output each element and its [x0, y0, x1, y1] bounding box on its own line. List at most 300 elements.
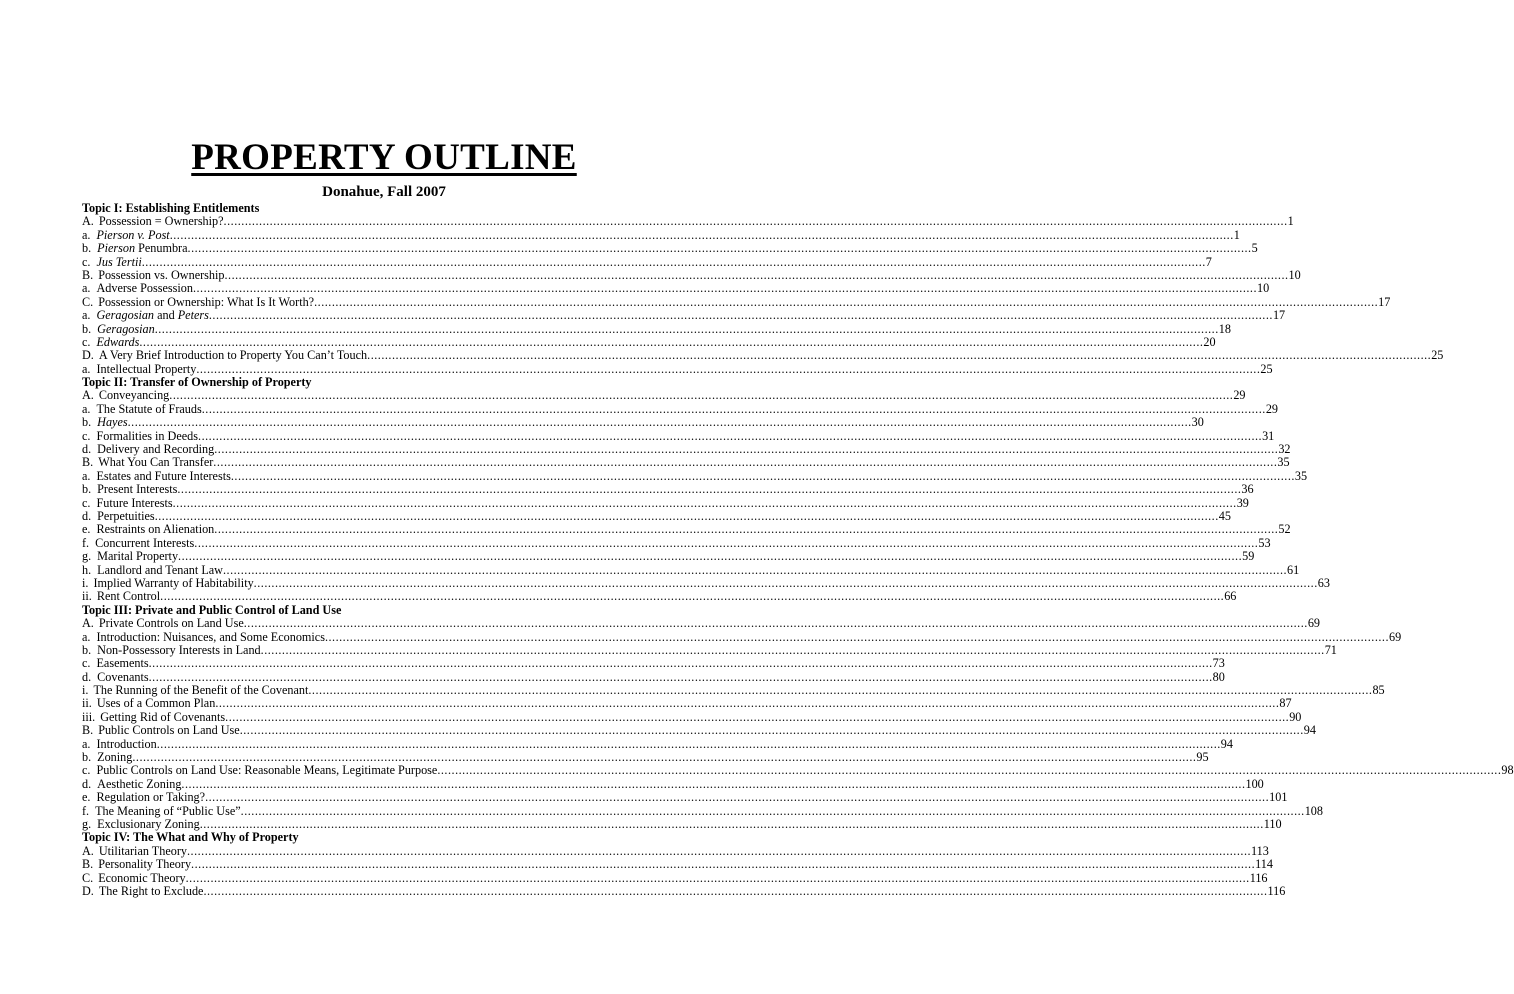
toc-entry-label: D.	[82, 883, 94, 898]
toc-entry-title	[99, 617, 244, 630]
text-segment: Restraints on Alienation	[96, 522, 215, 537]
toc-page-number: 85	[1372, 683, 1385, 698]
text-segment: Implied Warranty of Habitability	[93, 575, 254, 590]
toc-entry[interactable]	[82, 482, 1254, 497]
toc-entry-title	[98, 872, 185, 885]
case-name: Geragosian	[97, 321, 155, 336]
toc-entry-title	[98, 456, 213, 469]
toc-entry-title	[98, 858, 191, 871]
toc-entry-title	[97, 564, 223, 577]
toc-page-number: 52	[1278, 522, 1291, 537]
toc-page-number: 39	[1236, 495, 1249, 510]
toc-entry-label: ii.	[82, 696, 92, 711]
dot-leader: ............................................................................................................................................................................................................................................................................................................	[214, 442, 1279, 457]
toc-page-number: 31	[1262, 428, 1275, 443]
toc-topic-heading	[82, 604, 686, 617]
toc-page-number: 69	[1307, 616, 1320, 631]
toc-page-number: 30	[1191, 415, 1204, 430]
toc-entry[interactable]	[82, 241, 1258, 256]
toc-entry-title	[97, 697, 215, 710]
text-segment: Possession vs. Ownership	[98, 267, 225, 282]
toc-page-number: 94	[1303, 723, 1316, 738]
toc-page-number: 73	[1212, 656, 1225, 671]
text-segment: Exclusionary Zoning	[97, 816, 200, 831]
toc-entry-title	[98, 724, 240, 737]
toc-entry-title	[96, 738, 156, 751]
case-name: Pierson v. Post	[96, 227, 170, 242]
text-segment: Landlord and Tenant Law	[97, 562, 223, 577]
toc-page-number: 114	[1255, 857, 1273, 872]
toc-page-number: 71	[1324, 642, 1337, 657]
dot-leader: ............................................................................................................................................................................................................................................................................................................	[205, 790, 1270, 805]
text-segment: Concurrent Interests	[95, 535, 195, 550]
toc-page-number: 53	[1258, 535, 1271, 550]
toc-entry-title	[96, 497, 172, 510]
toc-page-number: 95	[1196, 750, 1209, 765]
document-title: PROPERTY OUTLINE	[191, 137, 577, 178]
dot-leader: ............................................................................................................................................................................................................................................................................................................	[260, 642, 1325, 657]
dot-leader: ............................................................................................................................................................................................................................................................................................................	[223, 214, 1288, 229]
toc-entry-label: b.	[82, 750, 92, 765]
dot-leader: ............................................................................................................................................................................................................................................................................................................	[215, 696, 1280, 711]
toc-entry-label: h.	[82, 562, 92, 577]
toc-entry-title	[97, 818, 200, 831]
toc-entry-label: A.	[82, 388, 94, 403]
toc-entry[interactable]	[82, 294, 1391, 309]
text-segment: Penumbra	[135, 241, 188, 256]
toc-entry[interactable]	[82, 495, 1249, 510]
toc-entry-title	[96, 764, 437, 777]
toc-entry[interactable]	[82, 308, 1286, 323]
toc-page-number: 35	[1277, 455, 1290, 470]
toc-page-number: 98	[1501, 763, 1514, 778]
toc-entry[interactable]	[82, 549, 1255, 564]
toc-page-number: 80	[1212, 669, 1225, 684]
toc-page-number: 110	[1263, 816, 1282, 831]
toc-entry[interactable]	[82, 254, 1212, 269]
toc-entry[interactable]	[82, 415, 1204, 430]
text-segment: Delivery and Recording	[97, 442, 215, 457]
toc-entry-label: a.	[82, 308, 91, 323]
text-segment: The Meaning of “Public Use”	[95, 803, 241, 818]
toc-page-number: 32	[1278, 442, 1291, 457]
toc-entry[interactable]	[82, 776, 1264, 791]
text-segment: Introduction	[96, 736, 157, 751]
case-name: Geragosian	[96, 308, 155, 323]
toc-entry-label: i.	[82, 683, 89, 698]
dot-leader: ............................................................................................................................................................................................................................................................................................................	[177, 482, 1242, 497]
toc-entry-label: c.	[82, 254, 91, 269]
text-segment: Future Interests	[96, 495, 173, 510]
toc-page-number: 116	[1249, 870, 1268, 885]
toc-entry-title	[99, 349, 367, 362]
toc-entry-title	[96, 256, 141, 269]
dot-leader: ............................................................................................................................................................................................................................................................................................................	[127, 415, 1192, 430]
dot-leader: ............................................................................................................................................................................................................................................................................................................	[198, 428, 1263, 443]
dot-leader: ............................................................................................................................................................................................................................................................................................................	[253, 575, 1318, 590]
text-segment: A Very Brief Introduction to Property You Can’t Touch	[98, 348, 368, 363]
toc-entry[interactable]	[82, 723, 1316, 738]
dot-leader: ............................................................................................................................................................................................................................................................................................................	[132, 750, 1197, 765]
toc-entry-title	[97, 590, 160, 603]
toc-page-number: 18	[1218, 321, 1231, 336]
dot-leader: ............................................................................................................................................................................................................................................................................................................	[154, 321, 1219, 336]
dot-leader: ............................................................................................................................................................................................................................................................................................................	[148, 669, 1213, 684]
toc-page-number: 1	[1233, 227, 1240, 242]
text-segment: Getting Rid of Covenants	[100, 709, 226, 724]
toc-entry[interactable]	[82, 442, 1291, 457]
case-name: Hayes	[97, 415, 128, 430]
toc-entry[interactable]	[82, 348, 1444, 363]
toc-page-number: 94	[1220, 736, 1233, 751]
toc-page-number: 90	[1289, 709, 1302, 724]
toc-entry-label: i.	[82, 575, 89, 590]
text-segment: Intellectual Property	[96, 361, 197, 376]
toc-entry-label: ii.	[82, 589, 92, 604]
toc-page-number: 25	[1260, 361, 1273, 376]
toc-page-number: 29	[1233, 388, 1246, 403]
toc-entry-title	[96, 523, 214, 536]
toc-entry-title	[82, 202, 259, 215]
toc-entry-label: A.	[82, 214, 94, 229]
toc-entry[interactable]	[82, 281, 1270, 296]
text-segment: The Running of the Benefit of the Covenant	[93, 683, 309, 698]
text-segment: and	[154, 308, 178, 323]
dot-leader: ............................................................................................................................................................................................................................................................................................................	[239, 723, 1304, 738]
toc-entry[interactable]	[82, 589, 1237, 604]
dot-leader: ............................................................................................................................................................................................................................................................................................................	[199, 816, 1264, 831]
toc-entry-title	[93, 577, 253, 590]
toc-entry-label: c.	[82, 656, 91, 671]
toc-entry-label: c.	[82, 495, 91, 510]
text-segment: Private Controls on Land Use	[98, 616, 244, 631]
dot-leader: ............................................................................................................................................................................................................................................................................................................	[187, 241, 1252, 256]
dot-leader: ............................................................................................................................................................................................................................................................................................................	[169, 388, 1234, 403]
text-segment: The Statute of Frauds	[96, 401, 202, 416]
toc-page-number: 63	[1317, 575, 1330, 590]
toc-entry-label: b.	[82, 241, 92, 256]
toc-entry[interactable]	[82, 709, 1302, 724]
dot-leader: ............................................................................................................................................................................................................................................................................................................	[178, 549, 1243, 564]
text-segment: Covenants	[97, 669, 149, 684]
toc-entry-title	[97, 323, 155, 336]
toc-entry-title	[96, 282, 192, 295]
toc-entry-title	[97, 751, 132, 764]
case-name: Pierson	[97, 241, 136, 256]
toc-topic-heading	[82, 202, 686, 215]
toc-entry[interactable]	[82, 816, 1282, 831]
toc-entry[interactable]	[82, 843, 1269, 858]
toc-entry-label: d.	[82, 442, 92, 457]
document-subtitle: Donahue, Fall 2007	[322, 184, 446, 200]
case-name: Jus Tertii	[96, 254, 142, 269]
text-segment: The Right to Exclude	[98, 883, 204, 898]
toc-entry-label: c.	[82, 334, 91, 349]
toc-entry-title	[98, 296, 314, 309]
text-segment: Utilitarian Theory	[98, 843, 187, 858]
toc-entry[interactable]	[82, 642, 1337, 657]
toc-entry[interactable]	[82, 883, 1286, 898]
toc-entry-label: B.	[82, 857, 94, 872]
toc-entry-label: b.	[82, 642, 92, 657]
toc-page-number: 59	[1242, 549, 1255, 564]
toc-entry[interactable]	[82, 455, 1290, 470]
toc-entry-title	[97, 416, 127, 429]
toc-entry[interactable]	[82, 790, 1288, 805]
toc-entry-label: D.	[82, 348, 94, 363]
text-segment: Adverse Possession	[96, 281, 193, 296]
dot-leader: ............................................................................................................................................................................................................................................................................................................	[308, 683, 1373, 698]
text-segment: Regulation or Taking?	[96, 790, 206, 805]
toc-entry-label: d.	[82, 669, 92, 684]
toc-entry-title	[97, 644, 261, 657]
toc-page-number: 5	[1251, 241, 1258, 256]
toc-entry-label: d.	[82, 776, 92, 791]
toc-page-number: 7	[1205, 254, 1212, 269]
toc-page-number: 17	[1378, 294, 1391, 309]
toc-entry-title	[95, 805, 241, 818]
toc-entry[interactable]	[82, 616, 1320, 631]
toc-entry-label: e.	[82, 522, 91, 537]
toc-page-number: 29	[1265, 401, 1278, 416]
case-name: Peters	[177, 308, 209, 323]
toc-page-number: 116	[1267, 883, 1286, 898]
toc-entry[interactable]	[82, 763, 1514, 778]
toc-entry-label: C.	[82, 870, 94, 885]
toc-entry-label: a.	[82, 736, 91, 751]
toc-entry[interactable]	[82, 683, 1385, 698]
toc-entry-title	[96, 309, 208, 322]
toc-entry-label: f.	[82, 803, 90, 818]
toc-entry-label: A.	[82, 616, 94, 631]
toc-entry-label: C.	[82, 294, 94, 309]
toc-entry[interactable]	[82, 321, 1231, 336]
toc-entry[interactable]	[82, 468, 1308, 483]
text-segment: Formalities in Deeds	[96, 428, 199, 443]
toc-entry-label: b.	[82, 321, 92, 336]
toc-entry-label: e.	[82, 790, 91, 805]
toc-entry-label: f.	[82, 535, 90, 550]
toc-entry[interactable]	[82, 522, 1291, 537]
dot-leader: ............................................................................................................................................................................................................................................................................................................	[139, 334, 1204, 349]
dot-leader: ............................................................................................................................................................................................................................................................................................................	[213, 455, 1278, 470]
toc-entry-title	[99, 885, 204, 898]
dot-leader: ............................................................................................................................................................................................................................................................................................................	[185, 870, 1250, 885]
dot-leader: ............................................................................................................................................................................................................................................................................................................	[437, 763, 1502, 778]
toc-entry-title	[99, 845, 187, 858]
toc-page-number: 17	[1272, 308, 1286, 323]
table-of-contents	[82, 201, 1514, 898]
dot-leader: ............................................................................................................................................................................................................................................................................................................	[243, 616, 1308, 631]
text-segment: Zoning	[97, 750, 133, 765]
toc-entry[interactable]	[82, 508, 1231, 523]
toc-entry-title	[96, 403, 201, 416]
dot-leader: ............................................................................................................................................................................................................................................................................................................	[222, 562, 1288, 577]
toc-topic-heading	[82, 376, 686, 389]
text-segment: Present Interests	[97, 482, 178, 497]
toc-entry-title	[96, 430, 198, 443]
toc-page-number: 69	[1389, 629, 1402, 644]
dot-leader: ............................................................................................................................................................................................................................................................................................................	[181, 776, 1246, 791]
toc-page-number: 20	[1203, 334, 1216, 349]
toc-page-number: 35	[1294, 468, 1308, 483]
toc-entry[interactable]	[82, 803, 1323, 818]
text-segment: Perpetuities	[97, 508, 155, 523]
toc-entry-label: c.	[82, 763, 91, 778]
toc-entry[interactable]	[82, 656, 1225, 671]
toc-entry-label: g.	[82, 549, 92, 564]
dot-leader: ............................................................................................................................................................................................................................................................................................................	[148, 656, 1213, 671]
toc-entry[interactable]	[82, 736, 1233, 751]
toc-entry-title	[97, 671, 148, 684]
toc-entry[interactable]	[82, 629, 1402, 644]
dot-leader: ............................................................................................................................................................................................................................................................................................................	[214, 522, 1279, 537]
dot-leader: ............................................................................................................................................................................................................................................................................................................	[172, 495, 1237, 510]
dot-leader: ............................................................................................................................................................................................................................................................................................................	[225, 709, 1290, 724]
dot-leader: ............................................................................................................................................................................................................................................................................................................	[230, 468, 1295, 483]
toc-entry-title	[82, 376, 312, 389]
text-segment: Estates and Future Interests	[96, 468, 231, 483]
text-segment: Personality Theory	[98, 857, 192, 872]
toc-entry[interactable]	[82, 227, 1240, 242]
text-segment: Possession = Ownership?	[98, 214, 224, 229]
toc-entry-title	[96, 363, 196, 376]
dot-leader: ............................................................................................................................................................................................................................................................................................................	[192, 281, 1258, 296]
text-segment: Aesthetic Zoning	[97, 776, 182, 791]
toc-entry[interactable]	[82, 428, 1275, 443]
toc-entry-title	[97, 550, 178, 563]
text-segment: Topic II: Transfer of Ownership of Property	[82, 375, 312, 390]
toc-page-number: 113	[1251, 843, 1269, 858]
toc-entry-label: a.	[82, 468, 91, 483]
toc-entry[interactable]	[82, 214, 1294, 229]
dot-leader: ............................................................................................................................................................................................................................................................................................................	[160, 589, 1225, 604]
toc-entry-title	[93, 684, 308, 697]
toc-entry[interactable]	[82, 669, 1225, 684]
text-segment: Rent Control	[96, 589, 161, 604]
toc-entry-title	[96, 631, 324, 644]
toc-page-number: 100	[1245, 776, 1264, 791]
toc-page-number: 45	[1218, 508, 1231, 523]
toc-entry[interactable]	[82, 535, 1271, 550]
toc-entry[interactable]	[82, 401, 1278, 416]
text-segment: Uses of a Common Plan	[96, 696, 216, 711]
dot-leader: ............................................................................................................................................................................................................................................................................................................	[154, 508, 1219, 523]
dot-leader: ............................................................................................................................................................................................................................................................................................................	[169, 227, 1234, 242]
toc-page-number: 108	[1304, 803, 1323, 818]
toc-entry-title	[96, 336, 139, 349]
toc-page-number: 10	[1288, 267, 1301, 282]
toc-entry[interactable]	[82, 334, 1216, 349]
toc-entry-label: a.	[82, 227, 91, 242]
toc-entry-label: B.	[82, 455, 94, 470]
toc-entry-label: b.	[82, 415, 92, 430]
toc-entry[interactable]	[82, 267, 1301, 282]
toc-entry-label: a.	[82, 361, 91, 376]
text-segment: Topic IV: The What and Why of Property	[82, 830, 299, 845]
toc-entry-label: B.	[82, 723, 94, 738]
toc-entry-label: c.	[82, 428, 91, 443]
dot-leader: ............................................................................................................................................................................................................................................................................................................	[367, 348, 1432, 363]
dot-leader: ............................................................................................................................................................................................................................................................................................................	[203, 883, 1268, 898]
dot-leader: ............................................................................................................................................................................................................................................................................................................	[314, 294, 1379, 309]
toc-entry[interactable]	[82, 696, 1292, 711]
toc-entry-label: d.	[82, 508, 92, 523]
dot-leader: ............................................................................................................................................................................................................................................................................................................	[224, 267, 1289, 282]
dot-leader: ............................................................................................................................................................................................................................................................................................................	[324, 629, 1389, 644]
toc-entry-title	[95, 537, 194, 550]
toc-page-number: 61	[1287, 562, 1300, 577]
toc-entry-label: A.	[82, 843, 94, 858]
case-name: Edwards	[96, 334, 140, 349]
text-segment: Public Controls on Land Use	[98, 723, 240, 738]
toc-entry-label: a.	[82, 281, 91, 296]
dot-leader: ............................................................................................................................................................................................................................................................................................................	[194, 535, 1259, 550]
toc-entry-title	[97, 778, 181, 791]
dot-leader: ............................................................................................................................................................................................................................................................................................................	[201, 401, 1266, 416]
dot-leader: ............................................................................................................................................................................................................................................................................................................	[196, 361, 1261, 376]
toc-entry-title	[99, 389, 169, 402]
toc-entry[interactable]	[82, 388, 1246, 403]
text-segment: Conveyancing	[98, 388, 170, 403]
toc-entry-label: iii.	[82, 709, 96, 724]
dot-leader: ............................................................................................................................................................................................................................................................................................................	[191, 857, 1256, 872]
toc-entry-title	[82, 604, 341, 617]
toc-entry-title	[97, 242, 187, 255]
toc-page-number: 25	[1431, 348, 1444, 363]
text-segment: Non-Possessory Interests in Land	[97, 642, 261, 657]
toc-page-number: 87	[1279, 696, 1292, 711]
toc-entry-label: B.	[82, 267, 94, 282]
toc-topic-heading	[82, 831, 686, 844]
toc-entry[interactable]	[82, 750, 1209, 765]
toc-entry-label: b.	[82, 482, 92, 497]
text-segment: What You Can Transfer	[98, 455, 214, 470]
dot-leader: ............................................................................................................................................................................................................................................................................................................	[208, 308, 1273, 323]
toc-entry-label: a.	[82, 629, 91, 644]
toc-page-number: 36	[1241, 482, 1254, 497]
toc-entry-title	[97, 443, 214, 456]
dot-leader: ............................................................................................................................................................................................................................................................................................................	[240, 803, 1305, 818]
toc-entry-title	[97, 483, 177, 496]
toc-entry-title	[100, 711, 225, 724]
toc-entry-title	[96, 657, 148, 670]
toc-entry-title	[82, 831, 299, 844]
text-segment: Economic Theory	[98, 870, 186, 885]
toc-page-number: 1	[1287, 214, 1294, 229]
text-segment: Introduction: Nuisances, and Some Economics	[96, 629, 325, 644]
toc-entry[interactable]	[82, 857, 1273, 872]
text-segment: Topic I: Establishing Entitlements	[82, 201, 260, 215]
toc-entry[interactable]	[82, 562, 1300, 577]
toc-entry-title	[97, 510, 155, 523]
toc-entry[interactable]	[82, 575, 1330, 590]
toc-entry[interactable]	[82, 361, 1273, 376]
toc-entry-title	[99, 215, 224, 228]
toc-entry-title	[98, 269, 224, 282]
dot-leader: ............................................................................................................................................................................................................................................................................................................	[141, 254, 1206, 269]
toc-page-number: 101	[1269, 790, 1288, 805]
toc-entry-title	[96, 470, 230, 483]
toc-entry-title	[96, 791, 205, 804]
dot-leader: ............................................................................................................................................................................................................................................................................................................	[156, 736, 1221, 751]
text-segment: Easements	[96, 656, 149, 671]
toc-entry[interactable]	[82, 870, 1268, 885]
dot-leader: ............................................................................................................................................................................................................................................................................................................	[186, 843, 1252, 858]
toc-entry-title	[96, 229, 169, 242]
toc-page-number: 66	[1224, 589, 1237, 604]
toc-entry-label: g.	[82, 816, 92, 831]
